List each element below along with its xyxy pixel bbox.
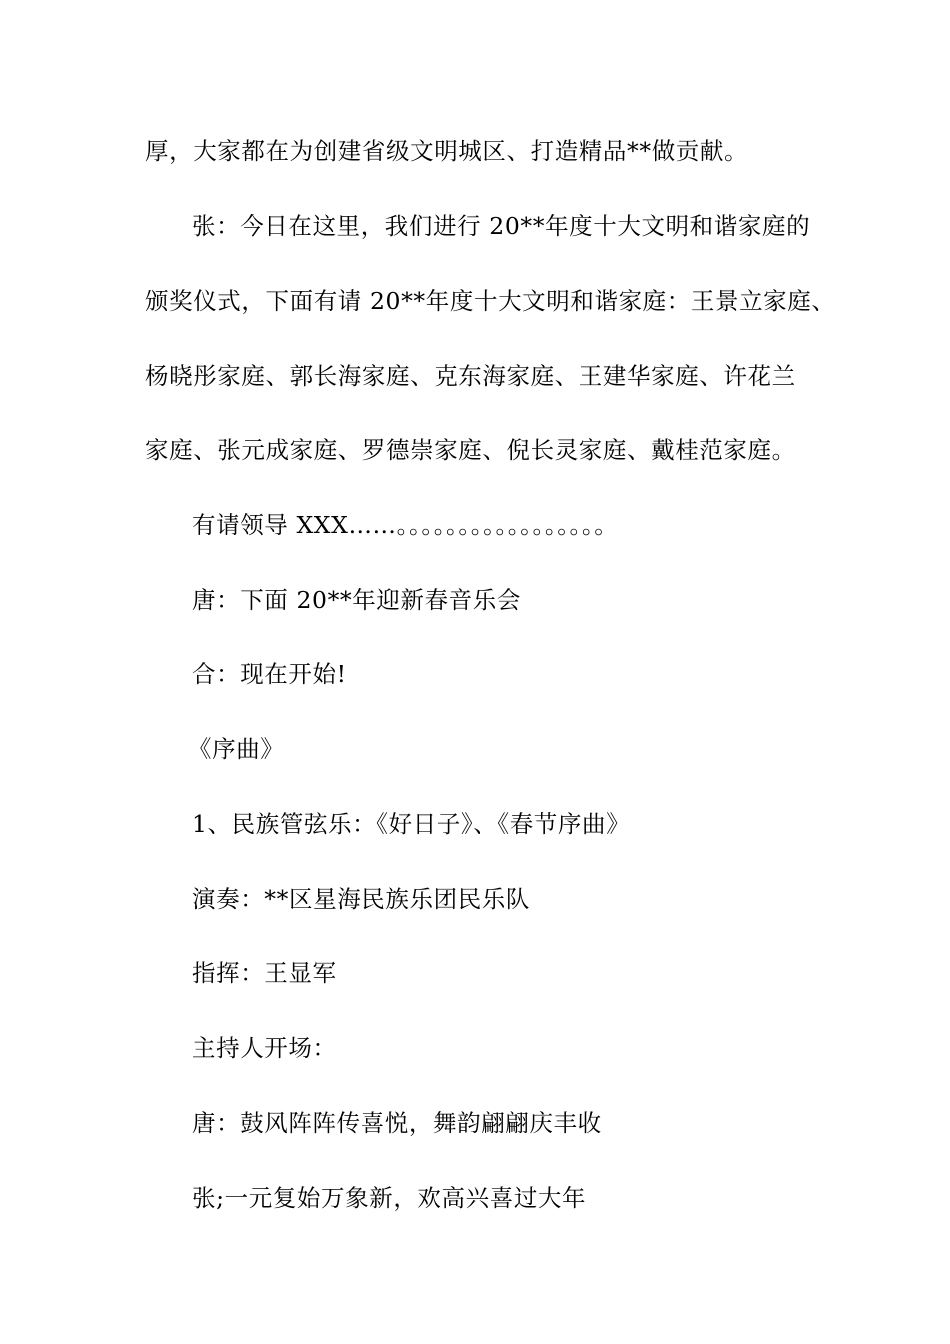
paragraph-continuation-line: 厚，大家都在为创建省级文明城区、打造精品**做贡献。 (145, 137, 749, 165)
award-intro-line-1: 张：今日在这里，我们进行 20**年度十大文明和谐家庭的 (192, 212, 811, 240)
concert-start-line: 合：现在开始! (192, 660, 347, 688)
overture-heading: 《序曲》 (188, 735, 285, 763)
performer-line: 演奏：**区星海民族乐团民乐队 (192, 885, 530, 913)
program-item-1: 1、民族管弦乐：《好日子》、《春节序曲》 (192, 810, 631, 838)
host-zhang-line: 张;一元复始万象新，欢高兴喜过大年 (192, 1184, 587, 1212)
host-opening-heading: 主持人开场： (192, 1034, 337, 1062)
award-intro-line-4: 家庭、张元成家庭、罗德崇家庭、倪长灵家庭、戴桂范家庭。 (145, 436, 796, 464)
award-intro-line-3: 杨晓彤家庭、郭长海家庭、克东海家庭、王建华家庭、许花兰 (145, 362, 796, 390)
host-tang-line: 唐：鼓风阵阵传喜悦，舞韵翩翩庆丰收 (192, 1109, 602, 1137)
leader-invitation-line: 有请领导 XXX……。。。。。。。。。。。。。。。。。 (192, 511, 619, 539)
award-intro-line-2: 颁奖仪式，下面有请 20**年度十大文明和谐家庭：王景立家庭、 (145, 287, 836, 315)
concert-announcement-line: 唐：下面 20**年迎新春音乐会 (192, 586, 521, 614)
conductor-line: 指挥：王显军 (192, 959, 337, 987)
